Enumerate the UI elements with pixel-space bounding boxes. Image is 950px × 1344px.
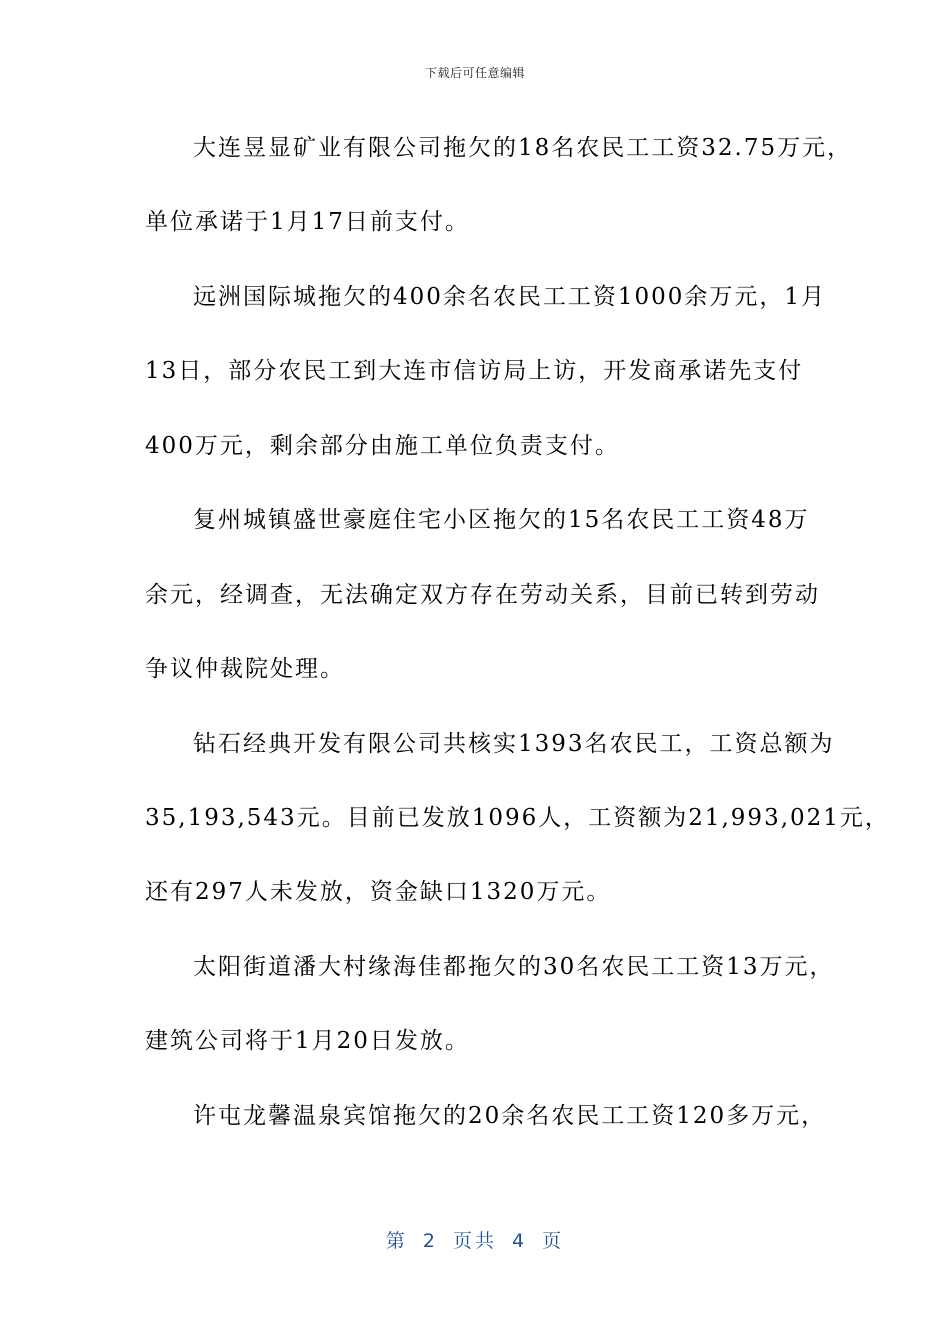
text-line: 许屯龙馨温泉宾馆拖欠的20余名农民工工资120多万元，	[193, 1103, 827, 1129]
text-line: 13日，部分农民工到大连市信访局上访，开发商承诺先支付	[145, 358, 804, 384]
text-line: 远洲国际城拖欠的400余名农民工工资1000余万元，1月	[193, 284, 827, 310]
page-header: 下载后可任意编辑	[424, 66, 525, 80]
text-line: 争议仲裁院处理。	[145, 656, 345, 682]
page-footer: 第 2 页共 4 页	[385, 1230, 565, 1252]
text-line: 还有297人未发放，资金缺口1320万元。	[145, 879, 612, 905]
text-line: 大连昱显矿业有限公司拖欠的18名农民工工资32.75万元，	[193, 135, 853, 161]
text-line: 35,193,543元。目前已发放1096人，工资额为21,993,021元，	[145, 805, 890, 831]
text-line: 钻石经典开发有限公司共核实1393名农民工，工资总额为	[193, 731, 835, 757]
text-line: 建筑公司将于1月20日发放。	[145, 1028, 470, 1054]
text-line: 复州城镇盛世豪庭住宅小区拖欠的15名农民工工资48万	[193, 507, 810, 533]
text-line: 400万元，剩余部分由施工单位负责支付。	[145, 433, 620, 459]
text-line: 单位承诺于1月17日前支付。	[145, 209, 470, 235]
text-line: 余元，经调查，无法确定双方存在劳动关系，目前已转到劳动	[145, 582, 820, 608]
text-line: 太阳街道潘大村缘海佳都拖欠的30名农民工工资13万元，	[193, 954, 835, 980]
